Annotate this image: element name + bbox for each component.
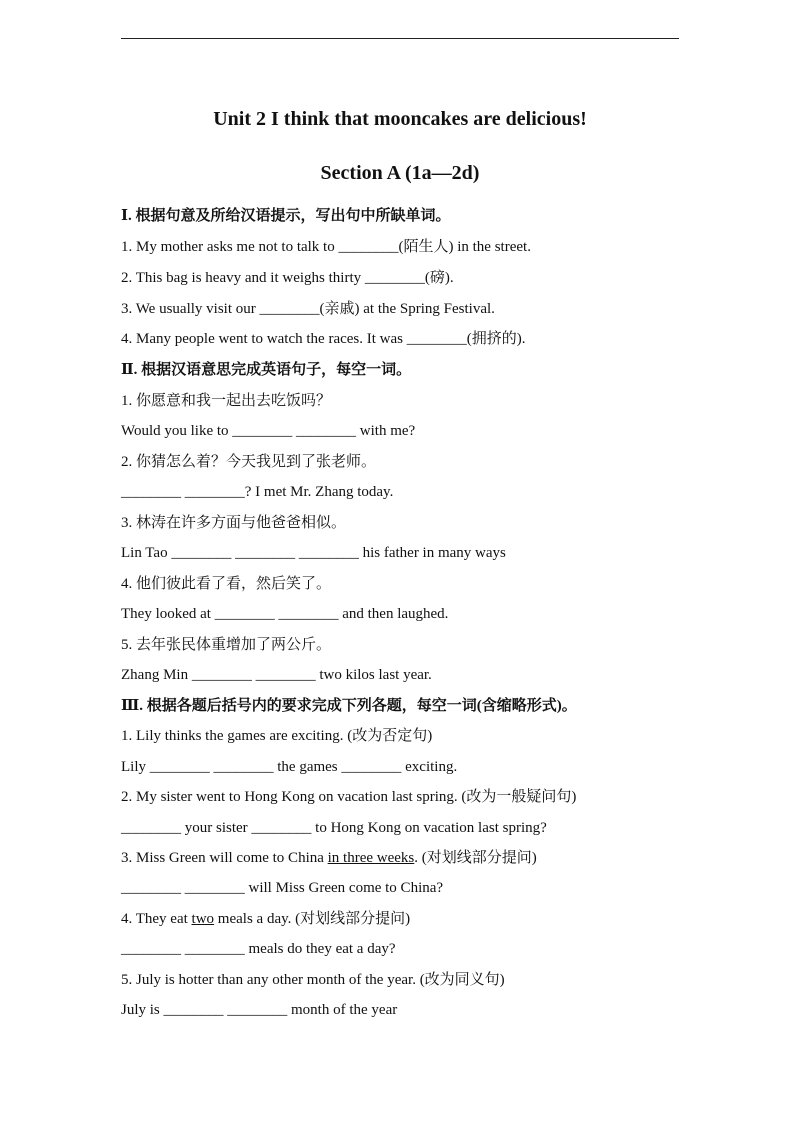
exercise-line: ________ your sister ________ to Hong Kong on vacation last spring?: [121, 820, 547, 836]
exercise-line: July is ________ ________ month of the year: [121, 1002, 398, 1018]
exercise-line-underlined: [121, 909, 410, 929]
exercise-line: They looked at ________ ________ and then laughed.: [121, 606, 449, 622]
exercise-line: 3. 林涛在许多方面与他爸爸相似。: [121, 515, 347, 531]
exercise-line: 4. Many people went to watch the races. It was ________(拥挤的).: [121, 331, 526, 347]
exercise-line: 1. 你愿意和我一起出去吃饭吗？: [121, 393, 332, 409]
exercise-line: Zhang Min ________ ________ two kilos last year.: [121, 667, 432, 683]
exercise-line: Would you like to ________ ________ with me?: [121, 423, 416, 439]
section-2-heading: Ⅱ. 根据汉语意思完成英语句子，每空一词。: [121, 362, 412, 378]
exercise-line: 2. My sister went to Hong Kong on vacation last spring. (改为一般疑问句): [121, 789, 577, 805]
underlined-phrase: in three weeks: [327, 850, 415, 866]
exercise-line: 1. Lily thinks the games are exciting. (改为否定句): [121, 728, 433, 744]
section-1-heading: Ⅰ. 根据句意及所给汉语提示，写出句中所缺单词。: [121, 208, 451, 224]
underlined-phrase: two: [191, 911, 215, 927]
exercise-line: 5. July is hotter than any other month of the year. (改为同义句): [121, 972, 505, 988]
line-text: . (对划线部分提问): [414, 850, 537, 866]
exercise-line: ________ ________? I met Mr. Zhang today.: [121, 484, 394, 500]
exercise-line: ________ ________ meals do they eat a day?: [121, 941, 396, 957]
exercise-line: Lily ________ ________ the games ________ exciting.: [121, 759, 458, 775]
line-text: 3. Miss Green will come to China: [121, 850, 328, 866]
exercise-line: 2. 你猜怎么着？今天我见到了张老师。: [121, 454, 377, 470]
section-3-heading: Ⅲ. 根据各题后括号内的要求完成下列各题，每空一词(含缩略形式)。: [121, 698, 577, 714]
page-title: Unit 2 I think that mooncakes are delicious!: [213, 108, 587, 130]
line-text: 4. They eat: [121, 911, 192, 927]
exercise-line: 2. This bag is heavy and it weighs thirty ________(磅).: [121, 270, 454, 286]
exercise-line: ________ ________ will Miss Green come to China?: [121, 880, 444, 896]
exercise-line: 1. My mother asks me not to talk to ________(陌生人) in the street.: [121, 239, 531, 255]
exercise-line: 5. 去年张民体重增加了两公斤。: [121, 637, 332, 653]
exercise-line-underlined: [121, 848, 537, 868]
section-subtitle: Section A (1a—2d): [320, 162, 480, 184]
line-text: meals a day. (对划线部分提问): [214, 911, 411, 927]
exercise-line: 3. We usually visit our ________(亲戚) at the Spring Festival.: [121, 301, 495, 317]
exercise-line: Lin Tao ________ ________ ________ his father in many ways: [121, 545, 506, 561]
exercise-line: 4. 他们彼此看了看，然后笑了。: [121, 576, 332, 592]
header-rule: [121, 38, 679, 39]
